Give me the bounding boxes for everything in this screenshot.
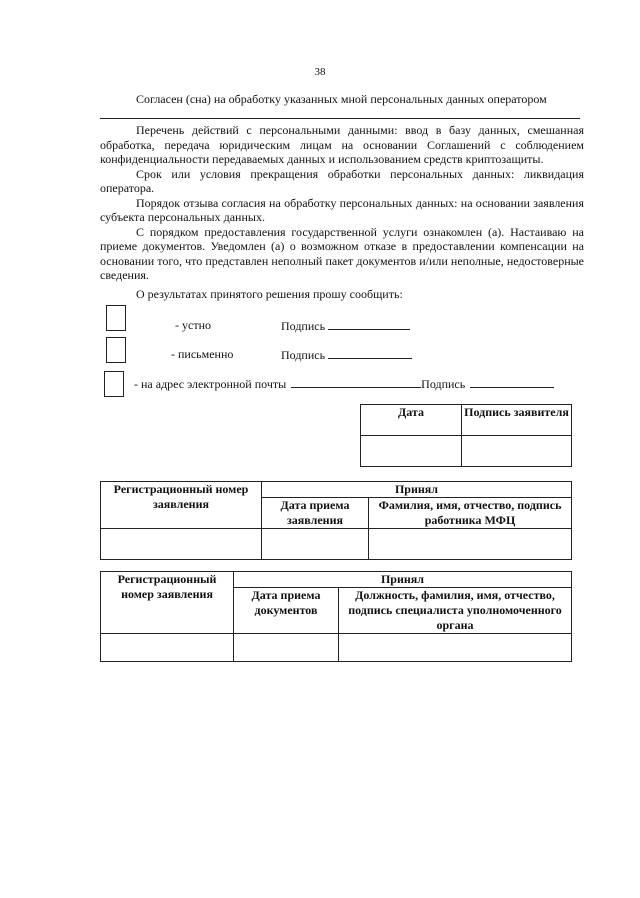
email-checkbox[interactable]	[104, 371, 124, 397]
signature-label: Подпись	[281, 319, 326, 333]
consent-text: Согласен (сна) на обработку указанных мной персональных данных оператором	[136, 92, 547, 106]
oral-option-label: - устно	[175, 318, 211, 332]
date-received-cell[interactable]	[262, 529, 369, 560]
email-option-field[interactable]	[134, 376, 554, 392]
written-checkbox[interactable]	[106, 337, 126, 363]
oral-checkbox[interactable]	[106, 305, 126, 331]
paragraph-withdrawal: Порядок отзыва согласия на обработку персональных данных: на основании заявления субъекта персональных данных.	[100, 195, 584, 224]
reg-number-cell[interactable]	[101, 529, 262, 560]
signature-label: Подпись	[421, 377, 466, 391]
reg-number-cell[interactable]	[101, 634, 234, 662]
applicant-signature-table	[360, 404, 572, 467]
date-received-header: Дата приема заявления	[262, 498, 369, 529]
signature-line[interactable]	[328, 318, 410, 330]
paragraph-actions: Перечень действий с персональными данными: ввод в базу данных, смешанная обработка, передача юридическим лицам на основании Соглашений с соблюдением конфиденциальности передаваемых данных и использованием средств криптозащиты.	[100, 123, 584, 166]
applicant-signature-header: Подпись заявителя	[462, 405, 572, 436]
date-received-header: Дата приема документов	[234, 588, 339, 634]
paragraph-acknowledgement: С порядком предоставления государственной услуги ознакомлен (а). Настаиваю на приеме документов. Уведомлен (а) о возможном отказе в предоставлении компенсации на основании того, что представлен неполный пакет документов и/или неполные, недостоверные сведения.	[100, 224, 584, 282]
written-option-label: - письменно	[171, 347, 234, 361]
email-address-line[interactable]	[291, 376, 421, 388]
authority-registration-table	[100, 571, 572, 662]
written-signature-field[interactable]	[281, 347, 412, 363]
mfc-registration-table	[100, 481, 572, 560]
mfc-worker-header: Фамилия, имя, отчество, подпись работника МФЦ	[369, 498, 572, 529]
mfc-worker-cell[interactable]	[369, 529, 572, 560]
date-cell[interactable]	[361, 436, 462, 467]
signature-label: Подпись	[281, 348, 326, 362]
accepted-header: Принял	[262, 482, 572, 498]
consent-details	[100, 123, 584, 301]
date-received-cell[interactable]	[234, 634, 339, 662]
reg-number-header: Регистрационный номер заявления	[101, 482, 262, 529]
reg-number-header: Регистрационный номер заявления	[101, 572, 234, 634]
specialist-cell[interactable]	[339, 634, 572, 662]
signature-line[interactable]	[328, 347, 412, 359]
consent-line	[100, 92, 584, 107]
page-number: 38	[314, 66, 326, 78]
email-option-label: - на адрес электронной почты	[134, 377, 287, 391]
paragraph-notify-request: О результатах принятого решения прошу сообщить:	[136, 286, 403, 301]
specialist-header: Должность, фамилия, имя, отчество, подпись специалиста уполномоченного органа	[339, 588, 572, 634]
paragraph-term: Срок или условия прекращения обработки персональных данных: ликвидация оператора.	[100, 166, 584, 195]
operator-name-line[interactable]	[100, 118, 580, 119]
signature-line[interactable]	[470, 376, 554, 388]
accepted-header: Принял	[234, 572, 572, 588]
applicant-signature-cell[interactable]	[462, 436, 572, 467]
oral-signature-field[interactable]	[281, 318, 410, 334]
date-header: Дата	[361, 405, 462, 436]
